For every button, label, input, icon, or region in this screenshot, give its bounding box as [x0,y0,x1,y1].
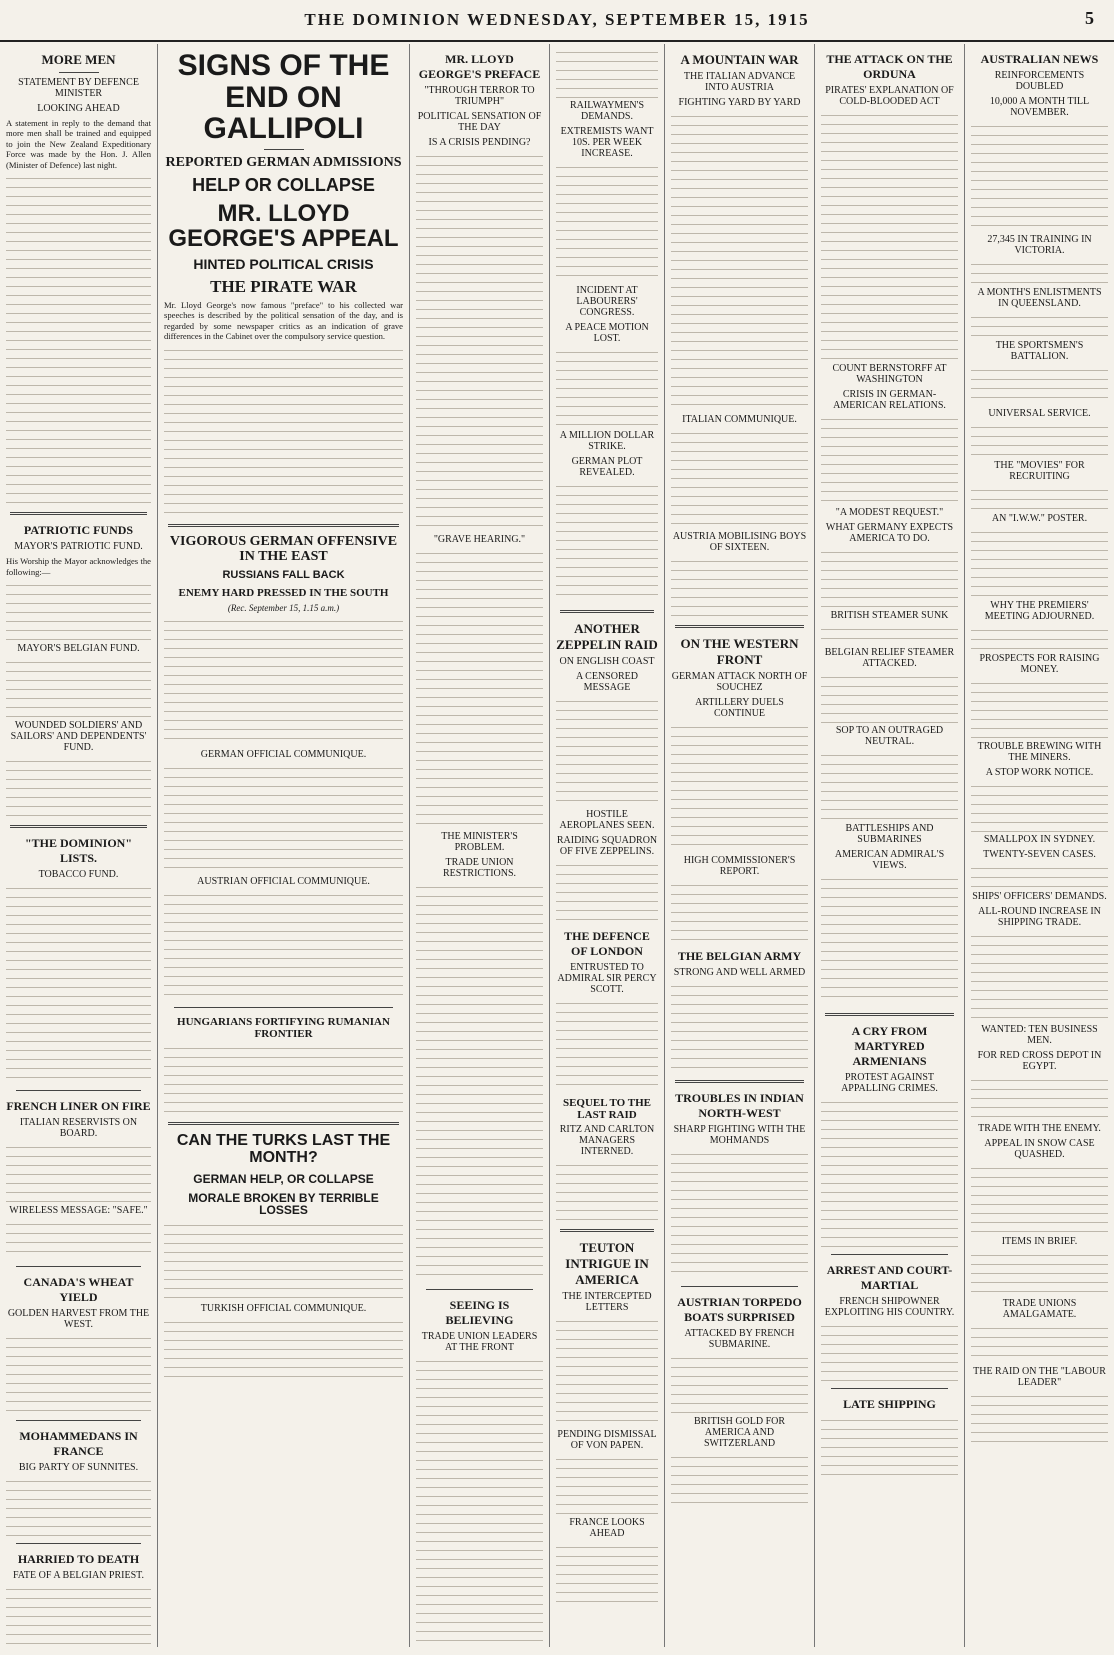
headline: THE DEFENCE OF LONDON [564,929,650,958]
subheadline: FIGHTING YARD BY YARD [678,97,801,108]
text-block [821,875,958,1005]
text-block [821,548,958,608]
subheadline: MORALE BROKEN BY TERRIBLE LOSSES [188,1190,379,1218]
text-block [556,1455,658,1515]
headline: ON THE WESTERN FRONT [680,636,799,667]
subheadline: AMERICAN ADMIRAL'S VIEWS. [834,849,945,871]
subheadline: GOLDEN HARVEST FROM THE WEST. [7,1308,150,1331]
subheadline: PROTEST AGAINST APPALLING CRIMES. [841,1072,938,1094]
subheadline: WIRELESS MESSAGE: "SAFE." [9,1205,148,1217]
subheadline: AUSTRIA MOBILISING BOYS OF SIXTEEN. [672,531,807,553]
subheadline: RITZ AND CARLTON MANAGERS INTERNED. [559,1124,655,1157]
text-block [821,1322,958,1382]
article-text: A statement in reply to the demand that more men shall be trained and equipped to join the New Zealand Expeditionary Force was made by the Hon. J. Allen (Minister of Defence) last night. [6,118,151,170]
text-block [671,1150,808,1280]
text-block [671,723,808,853]
text-block [821,1416,958,1476]
subheadline: BATTLESHIPS AND SUBMARINES [845,823,934,845]
text-block [971,1392,1108,1442]
subheadline: IS A CRISIS PENDING? [428,137,531,148]
headline: THE ATTACK ON THE ORDUNA [826,52,953,81]
headline: HUNGARIANS FORTIFYING RUMANIAN FRONTIER [177,1016,390,1041]
text-block [6,658,151,718]
text-block [164,617,403,747]
subheadline: AN "I.W.W." POSTER. [991,513,1088,524]
text-block [971,1164,1108,1234]
subheadline: REPORTED GERMAN ADMISSIONS [165,154,402,170]
subheadline: BRITISH STEAMER SUNK [830,610,949,621]
subheadline: FOR RED CROSS DEPOT IN EGYPT. [977,1050,1102,1072]
subheadline: AUSTRIAN OFFICIAL COMMUNIQUE. [197,876,370,888]
subheadline: EXTREMISTS WANT 10S. PER WEEK INCREASE. [560,126,654,159]
subheadline: THE "MOVIES" FOR RECRUITING [994,460,1085,482]
subheadline: TWENTY-SEVEN CASES. [983,849,1096,860]
headline: SEQUEL TO THE LAST RAID [562,1097,652,1121]
text-block [821,625,958,645]
text-block [6,1585,151,1647]
text-block [556,861,658,921]
text-block [821,1098,958,1248]
subheadline: SMALLPOX IN SYDNEY. [983,834,1096,845]
subheadline: ARTILLERY DUELS CONTINUE [695,697,784,719]
subheadline: WHAT GERMANY EXPECTS AMERICA TO DO. [825,522,954,544]
subheadline: TOBACCO FUND. [38,869,119,881]
dateline: (Rec. September 15, 1.15 a.m.) [227,603,340,614]
text-block [971,528,1108,598]
text-block [556,48,658,98]
text-block [671,1453,808,1503]
text-block [556,1317,658,1427]
text-block [6,757,151,817]
lead-headline: SIGNS OF THE END ON GALLIPOLI [177,49,390,145]
subheadline: "GRAVE HEARING." [433,534,526,545]
text-block [821,751,958,821]
subheadline: THE SPORTSMEN'S BATTALION. [995,340,1084,362]
headline: LATE SHIPPING [843,1397,936,1411]
headline: ANOTHER ZEPPELIN RAID [556,621,658,652]
headline: THE PIRATE WAR [210,277,357,297]
headline: HARRIED TO DEATH [17,1552,140,1567]
subheadline: ATTACKED BY FRENCH SUBMARINE. [684,1328,795,1350]
subheadline: TRADE UNION RESTRICTIONS. [442,857,517,879]
subheadline: BIG PARTY OF SUNNITES. [18,1462,139,1474]
subheadline: MAYOR'S PATRIOTIC FUND. [14,541,143,553]
subheadline: GERMAN PLOT REVEALED. [571,456,643,478]
subheadline: GERMAN ATTACK NORTH OF SOUCHEZ [671,671,808,693]
text-block [971,932,1108,1022]
subheadline: WANTED: TEN BUSINESS MEN. [981,1024,1098,1046]
text-block [6,884,151,1084]
column-1 [0,44,158,1647]
text-block [556,1161,658,1221]
headline: FRENCH LINER ON FIRE [6,1099,151,1114]
subheadline: THE INTERCEPTED LETTERS [562,1291,652,1313]
subheadline: A STOP WORK NOTICE. [985,767,1094,778]
text-block [164,1044,403,1114]
text-block [6,1143,151,1203]
subheadline: POLITICAL SENSATION OF THE DAY [417,111,542,133]
subheadline: FRANCE LOOKS AHEAD [569,1517,645,1539]
text-block [556,163,658,283]
column-4 [550,44,665,1647]
subheadline: ENTRUSTED TO ADMIRAL SIR PERCY SCOTT. [557,962,657,995]
headline: PATRIOTIC FUNDS [23,523,134,538]
headline: MR. LLOYD GEORGE'S APPEAL [168,200,399,253]
text-block [971,423,1108,458]
text-block [971,313,1108,338]
headline: ARREST AND COURT-MARTIAL [826,1263,953,1292]
subheadline: BELGIAN RELIEF STEAMER ATTACKED. [824,647,955,669]
headline: MOHAMMEDANS IN FRANCE [19,1429,138,1459]
subheadline: TRADE WITH THE ENEMY. [978,1123,1101,1134]
headline: AUSTRALIAN NEWS [980,52,1099,66]
text-block [416,883,543,1283]
subheadline: TRADE UNIONS AMALGAMATE. [1002,1298,1077,1320]
subheadline: INCIDENT AT LABOURERS' CONGRESS. [576,285,638,318]
subheadline: COUNT BERNSTORFF AT WASHINGTON [832,363,947,385]
text-block [821,673,958,723]
text-block [971,626,1108,651]
text-block [6,581,151,641]
subheadline: RAIDING SQUADRON OF FIVE ZEPPELINS. [556,835,658,857]
text-block [671,982,808,1072]
subheadline: GERMAN HELP, OR COLLAPSE [193,1171,374,1186]
subheadline: WHY THE PREMIERS' MEETING ADJOURNED. [984,600,1095,622]
headline: A MOUNTAIN WAR [680,52,799,67]
subheadline: HINTED POLITICAL CRISIS [193,256,374,273]
headline: AUSTRIAN TORPEDO BOATS SURPRISED [677,1295,802,1324]
headline: MR. LLOYD GEORGE'S PREFACE [418,52,541,81]
text-block [556,999,658,1089]
text-block [671,557,808,617]
column-3 [410,44,550,1647]
subheadline: 10,000 A MONTH TILL NOVEMBER. [989,96,1090,118]
subheadline: FRENCH SHIPOWNER EXPLOITING HIS COUNTRY. [824,1296,955,1318]
text-block [971,782,1108,832]
text-block [671,1354,808,1414]
text-block [556,348,658,428]
headline: TROUBLES IN INDIAN NORTH-WEST [675,1091,804,1120]
subheadline: BRITISH GOLD FOR AMERICA AND SWITZERLAND [693,1416,786,1449]
subheadline: UNIVERSAL SERVICE. [988,408,1091,419]
masthead [0,0,1114,42]
subheadline: SOP TO AN OUTRAGED NEUTRAL. [835,725,944,747]
subheadline: PROSPECTS FOR RAISING MONEY. [979,653,1100,675]
headline: MORE MEN [41,52,116,67]
subheadline: HIGH COMMISSIONER'S REPORT. [683,855,796,877]
page-number: 5 [1085,8,1094,28]
subheadline: A CENSORED MESSAGE [576,671,638,693]
text-block [556,697,658,807]
subheadline: SHIPS' OFFICERS' DEMANDS. [972,891,1107,902]
subheadline: RAILWAYMEN'S DEMANDS. [569,100,645,122]
subheadline: PENDING DISMISSAL OF VON PAPEN. [557,1429,657,1451]
text-block [971,260,1108,285]
column-7 [965,44,1114,1647]
headline: "THE DOMINION" LISTS. [25,836,132,866]
text-block [6,1220,151,1260]
subheadline: A PEACE MOTION LOST. [565,322,649,344]
text-block [971,1324,1108,1364]
text-block [971,366,1108,406]
subheadline: ENEMY HARD PRESSED IN THE SOUTH [178,586,389,599]
text-block [6,174,151,504]
headline: CAN THE TURKS LAST THE MONTH? [176,1132,391,1167]
subheadline: GERMAN OFFICIAL COMMUNIQUE. [200,749,367,761]
text-block [671,881,808,941]
headline: SEEING IS BELIEVING [445,1298,514,1327]
text-block [556,482,658,602]
headline: TEUTON INTRIGUE IN AMERICA [565,1240,649,1287]
subheadline: SHARP FIGHTING WITH THE MOHMANDS [673,1124,806,1146]
column-2 [158,44,410,1647]
text-block [671,112,808,412]
subheadline: ITEMS IN BRIEF. [1001,1236,1078,1247]
subheadline: THE ITALIAN ADVANCE INTO AUSTRIA [683,71,796,93]
subheadline: FATE OF A BELGIAN PRIEST. [12,1570,145,1582]
column-5 [665,44,815,1647]
text-block [971,122,1108,232]
text-block [416,549,543,829]
subheadline: CRISIS IN GERMAN-AMERICAN RELATIONS. [833,389,946,411]
subheadline: TROUBLE BREWING WITH THE MINERS. [977,741,1102,763]
subheadline: HELP OR COLLAPSE [192,175,375,196]
subheadline: HOSTILE AEROPLANES SEEN. [559,809,655,831]
text-block [164,764,403,874]
masthead-title: THE DOMINION WEDNESDAY, SEPTEMBER 15, 1915 [304,10,810,29]
subheadline: A MONTH'S ENLISTMENTS IN QUEENSLAND. [977,287,1102,309]
subheadline: PIRATES' EXPLANATION OF COLD-BLOODED ACT [825,85,954,107]
subheadline: THE MINISTER'S PROBLEM. [441,831,518,853]
text-block [6,1477,151,1537]
text-block [971,864,1108,889]
headline: THE BELGIAN ARMY [677,949,802,963]
article-text: Mr. Lloyd George's now famous "preface" to his collected war speeches is described by the political sensation of the day, and is regarded by some newspaper critics as an indication of grave differences in the Cabinet over the compulsory service question. [164,299,403,342]
text-block [971,1251,1108,1296]
subheadline: STATEMENT BY DEFENCE MINISTER [18,77,139,99]
headline: CANADA'S WHEAT YIELD [23,1275,134,1305]
subheadline: 27,345 IN TRAINING IN VICTORIA. [987,234,1092,256]
subheadline: MAYOR'S BELGIAN FUND. [17,643,140,655]
text-block [6,1334,151,1414]
subheadline: ITALIAN RESERVISTS ON BOARD. [19,1117,138,1140]
subheadline: STRONG AND WELL ARMED [673,967,806,978]
text-block [671,429,808,529]
text-block [164,1221,403,1301]
text-block [971,1076,1108,1121]
subheadline: ITALIAN COMMUNIQUE. [682,414,797,425]
headline: A CRY FROM MARTYRED ARMENIANS [851,1024,928,1068]
subheadline: REINFORCEMENTS DOUBLED [994,70,1085,92]
subheadline: LOOKING AHEAD [37,103,120,114]
text-block [164,1318,403,1378]
text-block [164,891,403,1001]
article-text: His Worship the Mayor acknowledges the following:— [6,556,151,577]
subheadline: A MILLION DOLLAR STRIKE. [559,430,655,452]
text-block [416,152,543,532]
subheadline: RUSSIANS FALL BACK [222,569,345,582]
subheadline: APPEAL IN SNOW CASE QUASHED. [984,1138,1095,1160]
text-block [164,346,403,516]
subheadline: WOUNDED SOLDIERS' AND SAILORS' AND DEPENDENTS' FUND. [10,720,147,754]
text-block [971,486,1108,511]
subheadline: TURKISH OFFICIAL COMMUNIQUE. [200,1302,367,1314]
column-6 [815,44,965,1647]
headline: VIGOROUS GERMAN OFFENSIVE IN THE EAST [169,533,398,564]
subheadline: TRADE UNION LEADERS AT THE FRONT [421,1331,538,1353]
subheadline: THE RAID ON THE "LABOUR LEADER" [973,1366,1106,1388]
text-block [556,1543,658,1603]
subheadline: ALL-ROUND INCREASE IN SHIPPING TRADE. [978,906,1101,928]
subheadline: ON ENGLISH COAST [559,656,655,667]
text-block [821,111,958,361]
text-block [821,415,958,505]
subheadline: "THROUGH TERROR TO TRIUMPH" [424,85,535,107]
text-block [971,679,1108,739]
subheadline: "A MODEST REQUEST." [835,507,944,518]
text-block [416,1357,543,1647]
